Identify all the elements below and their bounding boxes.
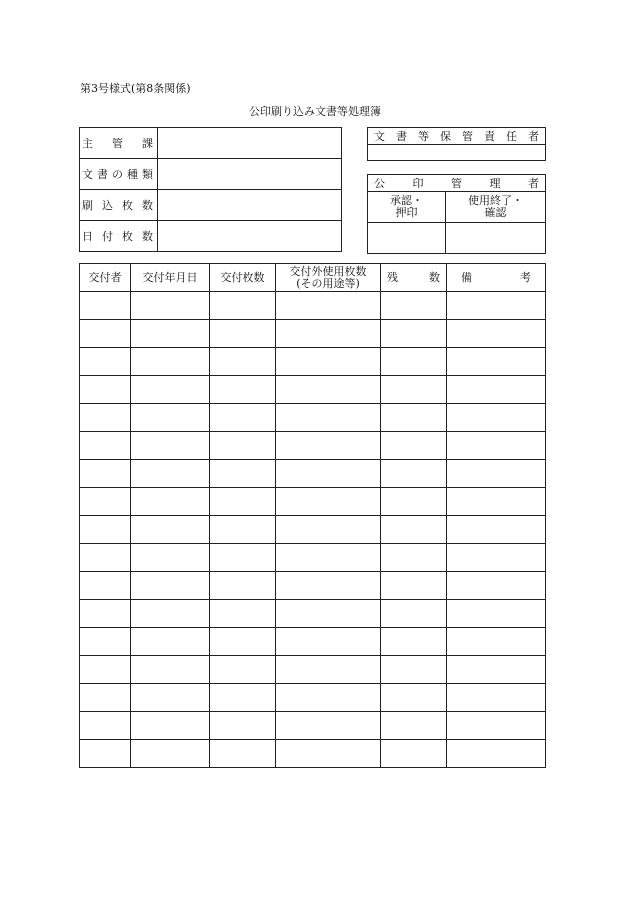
ledger-cell[interactable] xyxy=(381,348,447,376)
col-other-use-label: 交付外使用枚数 xyxy=(289,264,367,278)
col-issue-count: 交付枚数 xyxy=(210,264,276,292)
info-value[interactable] xyxy=(158,159,342,190)
ledger-cell[interactable] xyxy=(210,292,276,320)
info-row xyxy=(80,159,342,190)
ledger-cell[interactable] xyxy=(276,656,381,684)
ledger-cell[interactable] xyxy=(80,488,131,516)
approve-line2: 押印 xyxy=(395,206,418,219)
ledger-cell[interactable] xyxy=(80,684,131,712)
info-row xyxy=(80,128,342,159)
ledger-cell[interactable] xyxy=(80,460,131,488)
col-other-use-sub: (その用途等) xyxy=(296,276,360,290)
ledger-cell[interactable] xyxy=(276,516,381,544)
col-remarks: 備 考 xyxy=(447,264,546,292)
ledger-cell[interactable] xyxy=(131,544,210,572)
table-row xyxy=(80,376,546,404)
admin-box xyxy=(367,174,546,254)
end-use-stamp-cell[interactable] xyxy=(446,223,546,254)
col-remaining: 残 数 xyxy=(381,264,447,292)
info-table xyxy=(79,127,342,252)
end-line1: 使用終了・ xyxy=(468,194,523,207)
end-line2: 確認 xyxy=(484,206,507,219)
table-row xyxy=(80,404,546,432)
ledger-cell[interactable] xyxy=(80,544,131,572)
ledger-cell[interactable] xyxy=(210,348,276,376)
approve-stamp-cell[interactable] xyxy=(368,223,446,254)
ledger-cell[interactable] xyxy=(80,376,131,404)
ledger-cell[interactable] xyxy=(80,656,131,684)
ledger-cell[interactable] xyxy=(210,684,276,712)
ledger-cell[interactable] xyxy=(131,656,210,684)
ledger-cell[interactable] xyxy=(447,292,546,320)
ledger-cell[interactable] xyxy=(381,544,447,572)
ledger-cell[interactable] xyxy=(276,544,381,572)
ledger-cell[interactable] xyxy=(276,320,381,348)
ledger-cell[interactable] xyxy=(447,488,546,516)
ledger-cell[interactable] xyxy=(80,600,131,628)
ledger-cell[interactable] xyxy=(210,460,276,488)
ledger-cell[interactable] xyxy=(276,404,381,432)
ledger-cell[interactable] xyxy=(80,712,131,740)
table-row xyxy=(80,712,546,740)
ledger-cell[interactable] xyxy=(447,320,546,348)
ledger-cell[interactable] xyxy=(80,432,131,460)
info-label: 日 付 枚 数 xyxy=(80,221,158,252)
responsible-box xyxy=(367,127,546,161)
ledger-cell[interactable] xyxy=(276,348,381,376)
ledger-cell[interactable] xyxy=(381,432,447,460)
ledger-cell[interactable] xyxy=(447,572,546,600)
ledger-cell[interactable] xyxy=(447,600,546,628)
ledger-cell[interactable] xyxy=(276,488,381,516)
admin-title-cell xyxy=(368,175,546,192)
ledger-cell[interactable] xyxy=(80,572,131,600)
ledger-cell[interactable] xyxy=(210,432,276,460)
form-reference: 第3号様式(第8条関係) xyxy=(80,82,191,95)
table-row xyxy=(80,460,546,488)
document-title: 公印刷り込み文書等処理簿 xyxy=(249,105,381,118)
ledger-cell[interactable] xyxy=(80,292,131,320)
ledger-cell[interactable] xyxy=(131,376,210,404)
ledger-cell[interactable] xyxy=(210,712,276,740)
ledger-cell[interactable] xyxy=(381,516,447,544)
ledger-cell[interactable] xyxy=(381,572,447,600)
ledger-cell[interactable] xyxy=(131,488,210,516)
end-use-header xyxy=(446,192,546,223)
table-row xyxy=(80,516,546,544)
ledger-cell[interactable] xyxy=(447,348,546,376)
col-issue-date: 交付年月日 xyxy=(131,264,210,292)
ledger-cell[interactable] xyxy=(276,600,381,628)
ledger-cell[interactable] xyxy=(276,628,381,656)
ledger-cell[interactable] xyxy=(276,684,381,712)
ledger-cell[interactable] xyxy=(210,404,276,432)
ledger-cell[interactable] xyxy=(447,544,546,572)
ledger-cell[interactable] xyxy=(80,628,131,656)
ledger-cell[interactable] xyxy=(381,488,447,516)
ledger-cell[interactable] xyxy=(381,684,447,712)
ledger-cell[interactable] xyxy=(276,740,381,768)
table-row xyxy=(80,544,546,572)
ledger-cell[interactable] xyxy=(210,628,276,656)
info-value[interactable] xyxy=(158,128,342,159)
ledger-cell[interactable] xyxy=(131,404,210,432)
ledger-cell[interactable] xyxy=(80,348,131,376)
col-other-use xyxy=(276,264,381,292)
ledger-cell[interactable] xyxy=(210,488,276,516)
ledger-cell[interactable] xyxy=(381,600,447,628)
ledger-table xyxy=(79,263,546,768)
table-row xyxy=(80,628,546,656)
ledger-cell[interactable] xyxy=(381,712,447,740)
ledger-cell[interactable] xyxy=(80,740,131,768)
ledger-cell[interactable] xyxy=(381,320,447,348)
ledger-cell[interactable] xyxy=(381,292,447,320)
ledger-cell[interactable] xyxy=(131,516,210,544)
ledger-cell[interactable] xyxy=(381,740,447,768)
table-row xyxy=(80,740,546,768)
info-label: 刷 込 枚 数 xyxy=(80,190,158,221)
ledger-cell[interactable] xyxy=(447,376,546,404)
ledger-cell[interactable] xyxy=(131,432,210,460)
responsible-title: 文 書 等 保 管 責 任 者 xyxy=(374,130,539,143)
table-row xyxy=(80,600,546,628)
col-issuer: 交付者 xyxy=(80,264,131,292)
ledger-cell[interactable] xyxy=(131,740,210,768)
ledger-cell[interactable] xyxy=(131,712,210,740)
ledger-cell[interactable] xyxy=(131,572,210,600)
table-row xyxy=(80,320,546,348)
table-row xyxy=(80,432,546,460)
table-row xyxy=(80,572,546,600)
ledger-cell[interactable] xyxy=(447,684,546,712)
ledger-cell[interactable] xyxy=(131,684,210,712)
info-row xyxy=(80,190,342,221)
ledger-cell[interactable] xyxy=(447,432,546,460)
responsible-title-cell xyxy=(368,128,546,145)
ledger-cell[interactable] xyxy=(210,376,276,404)
table-row xyxy=(80,656,546,684)
ledger-cell[interactable] xyxy=(276,432,381,460)
info-value[interactable] xyxy=(158,221,342,252)
table-row xyxy=(80,348,546,376)
ledger-cell[interactable] xyxy=(131,292,210,320)
approve-line1: 承認・ xyxy=(390,194,423,207)
table-row xyxy=(80,292,546,320)
ledger-cell[interactable] xyxy=(210,740,276,768)
table-row xyxy=(80,488,546,516)
admin-title: 公 印 管 理 者 xyxy=(374,177,539,190)
ledger-cell[interactable] xyxy=(131,320,210,348)
info-row xyxy=(80,221,342,252)
ledger-cell[interactable] xyxy=(276,572,381,600)
table-row xyxy=(80,684,546,712)
ledger-cell[interactable] xyxy=(381,628,447,656)
ledger-cell[interactable] xyxy=(447,656,546,684)
ledger-cell[interactable] xyxy=(447,516,546,544)
ledger-cell[interactable] xyxy=(210,572,276,600)
ledger-cell[interactable] xyxy=(210,656,276,684)
ledger-cell[interactable] xyxy=(210,544,276,572)
ledger-cell[interactable] xyxy=(447,460,546,488)
responsible-value-cell[interactable] xyxy=(368,145,546,161)
ledger-cell[interactable] xyxy=(381,404,447,432)
ledger-cell[interactable] xyxy=(131,348,210,376)
ledger-cell[interactable] xyxy=(276,376,381,404)
ledger-cell[interactable] xyxy=(381,656,447,684)
ledger-cell[interactable] xyxy=(131,600,210,628)
info-label: 文 書 の 種 類 xyxy=(80,159,158,190)
ledger-cell[interactable] xyxy=(447,712,546,740)
ledger-cell[interactable] xyxy=(447,740,546,768)
ledger-cell[interactable] xyxy=(447,628,546,656)
ledger-cell[interactable] xyxy=(210,516,276,544)
info-label: 主 管 課 xyxy=(80,128,158,159)
ledger-cell[interactable] xyxy=(381,460,447,488)
ledger-cell[interactable] xyxy=(131,628,210,656)
ledger-cell[interactable] xyxy=(210,600,276,628)
ledger-cell[interactable] xyxy=(276,292,381,320)
ledger-cell[interactable] xyxy=(447,404,546,432)
ledger-cell[interactable] xyxy=(131,460,210,488)
ledger-cell[interactable] xyxy=(276,712,381,740)
ledger-cell[interactable] xyxy=(80,404,131,432)
ledger-cell[interactable] xyxy=(210,320,276,348)
info-value[interactable] xyxy=(158,190,342,221)
ledger-cell[interactable] xyxy=(80,320,131,348)
ledger-cell[interactable] xyxy=(276,460,381,488)
approve-header xyxy=(368,192,446,223)
ledger-cell[interactable] xyxy=(381,376,447,404)
ledger-cell[interactable] xyxy=(80,516,131,544)
